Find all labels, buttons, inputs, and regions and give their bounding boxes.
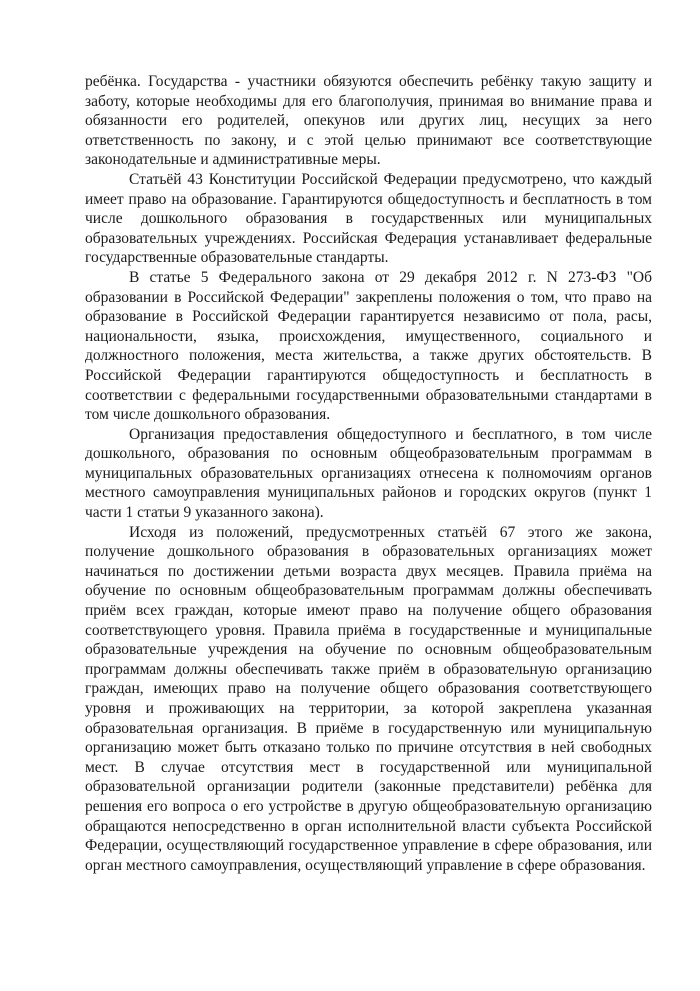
paragraph-law-article-5: В статье 5 Федерального закона от 29 декабря 2012 г. N 273-ФЗ "Об образовании в Российской Федерации" закреплены положения о том, что право на образование в Российской Федерации гарантируется независимо от пола, расы, национальности, языка, происхождения, имущественного, социального и должностного положения, места жительства, а также других обстоятельств. В Российской Федерации гарантируются общедоступность и бесплатность в соответствии с федеральными государственными образовательными стандартами в том числе дошкольного образования. <box>85 268 652 424</box>
paragraph-continuation: ребёнка. Государства - участники обязуются обеспечить ребёнку такую защиту и заботу, которые необходимы для его благополучия, принимая во внимание права и обязанности его родителей, опекунов или других лиц, несущих за него ответственность по закону, и с этой целью принимают все соответствующие законодательные и административные меры. <box>85 73 652 169</box>
paragraph-article-67-admission: Исходя из положений, предусмотренных статьёй 67 этого же закона, получение дошкольного образования в образовательных организациях может начинаться по достижении детьми возраста двух месяцев. Правила приёма на обучение по основным общеобразовательным программам должны обеспечивать приём всех граждан, которые имеют право на получение общего образования соответствующего уровня. Правила приёма в государственные и муниципальные образовательные учреждения на обучение по основным общеобразовательным программам должны обеспечивать также приём в образовательную организацию граждан, имеющих право на получение общего образования соответствующего уровня и проживающих на территории, за которой закреплена указанная образовательная организация. В приёме в государственную или муниципальную организацию может быть отказано только по причине отсутствия в ней свободных мест. В случае отсутствия мест в государственной или муниципальной образовательной организации родители (законные представители) ребёнка для решения его вопроса о его устройстве в другую общеобразовательную организацию обращаются непосредственно в орган исполнительной власти субъекта Российской Федерации, осуществляющий государственное управление в сфере образования, или орган местного самоуправления, осуществляющий управление в сфере образования. <box>85 523 652 874</box>
paragraph-constitution-article-43: Статьёй 43 Конституции Российской Федерации предусмотрено, что каждый имеет право на образование. Гарантируются общедоступность и бесплатность в том числе дошкольного образования в государственных или муниципальных образовательных учреждениях. Российская Федерация устанавливает федеральные государственные образовательные стандарты. <box>85 170 652 267</box>
document-page <box>85 72 652 875</box>
paragraph-municipal-competence: Организация предоставления общедоступного и бесплатного, в том числе дошкольного, образования по основным общеобразовательным программам в муниципальных образовательных организациях отнесена к полномочиям органов местного самоуправления муниципальных районов и городских округов (пункт 1 части 1 статьи 9 указанного закона). <box>85 425 652 522</box>
